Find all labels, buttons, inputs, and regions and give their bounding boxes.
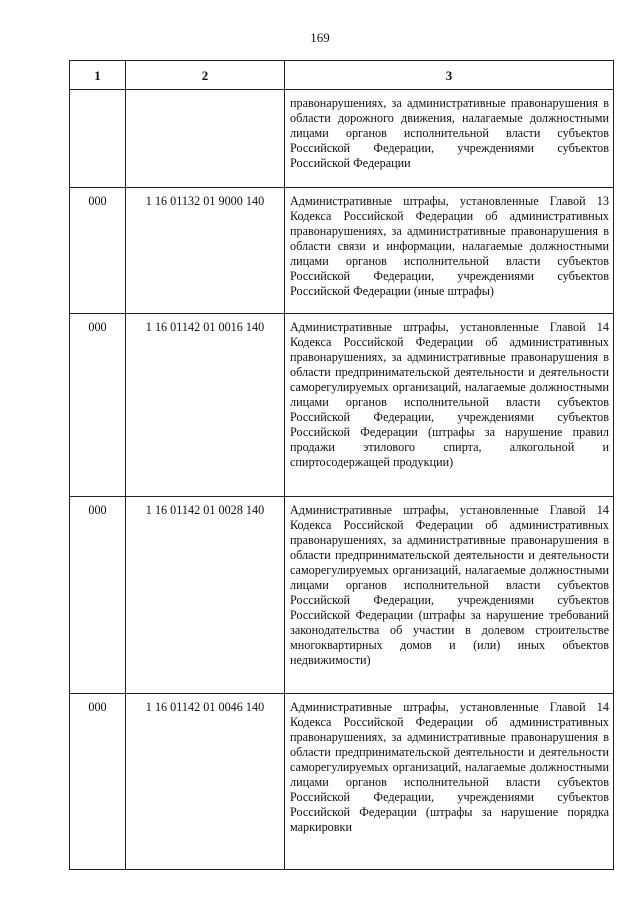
description-cell: Административные штрафы, установленные Главой 13 Кодекса Российской Федерации об административных правонарушениях, за административные правонарушения в области связи и информации, налагаемые должностными лицами органов исполнительной власти субъектов Российской Федерации, учреждениями субъектов Российской Федерации (иные штрафы)	[285, 188, 614, 314]
page-number: 169	[310, 30, 330, 45]
column-header-3: 3	[285, 61, 614, 90]
admin-code-cell	[70, 90, 126, 188]
column-header-2: 2	[126, 61, 285, 90]
table-row	[70, 188, 614, 314]
income-code-cell: 1 16 01142 01 0046 140	[126, 694, 285, 870]
table-row	[70, 314, 614, 497]
description-cell: Административные штрафы, установленные Главой 14 Кодекса Российской Федерации об административных правонарушениях, за административные правонарушения в области предпринимательской деятельности и деятельности саморегулируемых организаций, налагаемые должностными лицами органов исполнительной власти субъектов Российской Федерации, учреждениями субъектов Российской Федерации (штрафы за нарушение порядка маркировки	[285, 694, 614, 870]
admin-code-cell: 000	[70, 314, 126, 497]
description-cell: правонарушениях, за административные правонарушения в области дорожного движения, налагаемые должностными лицами органов исполнительной власти субъектов Российской Федерации, учреждениями субъектов Российской Федерации	[285, 90, 614, 188]
income-code-cell: 1 16 01142 01 0028 140	[126, 497, 285, 694]
description-cell: Административные штрафы, установленные Главой 14 Кодекса Российской Федерации об административных правонарушениях, за административные правонарушения в области предпринимательской деятельности и деятельности саморегулируемых организаций, налагаемые должностными лицами органов исполнительной власти субъектов Российской Федерации, учреждениями субъектов Российской Федерации (штрафы за нарушение требований законодательства об участии в долевом строительстве многоквартирных домов и (или) иных объектов недвижимости)	[285, 497, 614, 694]
income-code-cell: 1 16 01132 01 9000 140	[126, 188, 285, 314]
budget-classification-table	[69, 60, 614, 870]
income-code-cell: 1 16 01142 01 0016 140	[126, 314, 285, 497]
table-header-row	[70, 61, 614, 90]
table-row	[70, 694, 614, 870]
description-cell: Административные штрафы, установленные Главой 14 Кодекса Российской Федерации об административных правонарушениях, за административные правонарушения в области предпринимательской деятельности и деятельности саморегулируемых организаций, налагаемые должностными лицами органов исполнительной власти субъектов Российской Федерации, учреждениями субъектов Российской Федерации (штрафы за нарушение правил продажи этилового спирта, алкогольной и спиртосодержащей продукции)	[285, 314, 614, 497]
income-code-cell	[126, 90, 285, 188]
admin-code-cell: 000	[70, 694, 126, 870]
column-header-1: 1	[70, 61, 126, 90]
table-row	[70, 497, 614, 694]
admin-code-cell: 000	[70, 497, 126, 694]
table-row	[70, 90, 614, 188]
admin-code-cell: 000	[70, 188, 126, 314]
